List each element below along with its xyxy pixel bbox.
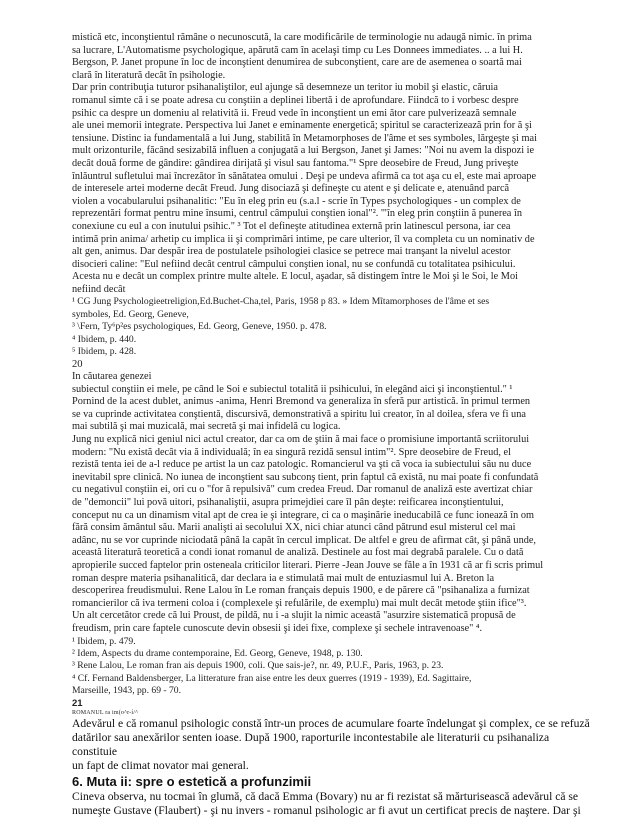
text-line: sa lucrare, L'Automatisme psychologique, apărută cam în acelaşi timp cu Les Donnees immediates. .. a lui H. bbox=[72, 44, 523, 56]
text-line: clară în literatură decât în psihologie. bbox=[72, 69, 226, 81]
text-line: apropierile succed faptelor prin osteneala criticilor literari. Pierre -Jean Jouve se făle a în 1931 că ar fi scris primul bbox=[72, 560, 544, 571]
text-line: datărilor sau anexărilor senten ioase. După 1900, raporturile incontestabile ale literaturii cu psihanaliza constituie bbox=[72, 730, 550, 758]
paragraph-bovary bbox=[72, 790, 594, 818]
text-line: decât două forme de gândire: gândirea dirijată şi visul sau fantoma."¹ Spre deosebire de Freud, Jung priveşte bbox=[72, 157, 519, 169]
paragraph-conclusion bbox=[72, 717, 594, 773]
text-line: freudism, prin care faptele cunoscute devin obsesii şi idei fixe, complexe şi sechele intravenoase" ⁴. bbox=[72, 622, 483, 634]
footnotes-page-21 bbox=[72, 636, 594, 698]
text-line: tensiune. Distinc ia fundamentală a lui Jung, stabilită în Metamorphoses de l'âme et ses symboles, lărgeşte şi mai bbox=[72, 132, 537, 144]
section-heading: 6. Muta ii: spre o estetică a profunzimii bbox=[72, 773, 312, 789]
running-header: ROMANUL ra im(o^r-í/^ bbox=[72, 709, 139, 716]
page-number: 21 bbox=[72, 697, 83, 709]
text-line: nefiind decât bbox=[72, 283, 126, 295]
text-line: Bergson, P. Janet propune în loc de inconştient denumirea de subconştient, care are de asemenea o soartă mai bbox=[72, 57, 522, 69]
text-line: Jung nu explică nici geniul nici actul creator, dar ca om de ştiin ă mai face o promisiune importantă scriitorului bbox=[72, 434, 530, 446]
text-line: Cineva observa, nu tocmai în glumă, că dacă Emma (Bovary) nu ar fi rezistat să mărturisească adevărul că se bbox=[72, 789, 579, 803]
document-page bbox=[72, 32, 594, 818]
text-line: intimă prin anima/ arhetip cu implica ii şi comprimări intime, pe care ulterior, îl va completa cu un nominativ de bbox=[72, 233, 535, 245]
footnote: ⁴ Ibidem, p. 440. bbox=[72, 333, 137, 345]
text-line: se va cuprinde activitatea conştientă, discursivă, demonstrativă a spiritu lui creator, în al doilea, sfera ve fi una bbox=[72, 408, 526, 420]
text-line: violen a vocabularului psihanalitic: "Eu în eleg prin eu (s.a.l - scrie în Types psychologiques - un complex de bbox=[72, 195, 521, 207]
footnote: Marseille, 1943, pp. 69 - 70. bbox=[72, 685, 181, 697]
text-line: numeşte Gustave (Flaubert) - şi nu invers - romanul psihologic ar fi avut un certificat precis de naştere. Dar şi bbox=[72, 803, 581, 817]
text-line: In căutarea genezei bbox=[72, 371, 152, 383]
text-line: Un alt cercetător crede că lui Proust, de pildă, nu i -a slujit la nimic această "asurzire sistematică propusă de bbox=[72, 610, 516, 622]
footnote: symboles, Ed. Georg, Geneve, bbox=[72, 308, 189, 320]
text-line: Adevărul e că romanul psihologic constă într-un proces de acumulare foarte îndelungat şi complex, ce se refuză bbox=[72, 716, 590, 730]
text-line: psihic ca despre un domeniu al relativită ii. Freud vede în inconştient un emi ător care pulverizează semnale bbox=[72, 107, 517, 119]
text-line: mult orizonturile, făcând sesizabilă influen a conjugată a lui Bergson, Janet şi James: "Noi nu avem la dispozi ie bbox=[72, 145, 535, 157]
text-line: inevitabil spre clinică. No iunea de inconştient sau subconş tient, prin faptul că există, nu mai poate fi confundată bbox=[72, 471, 539, 483]
text-line: conexiune cu eul a con inutului psihic." ³ Tot el defineşte atitudinea externă prin latinescul persona, iar cea bbox=[72, 220, 511, 232]
text-line: ale unei memorii integrate. Perspectiva lui Janet e eminamente energetică; spiritul se caracterizează prin for ă şi bbox=[72, 120, 532, 132]
text-line: Pornind de la acest dublet, animus -anima, Henri Bremond va generaliza în sferă pur artistică. în primul termen bbox=[72, 396, 531, 408]
footnote: ¹ Ibidem, p. 479. bbox=[72, 635, 136, 647]
text-line: alt gen, animus. Dar despăr irea de postulatele psihologiei clasice se petrece mai tranşant la nivelul acestor bbox=[72, 246, 511, 258]
page-number: 20 bbox=[72, 358, 83, 370]
footnote: ³ \Fern, Ty⁶p²es psychologiques, Ed. Georg, Geneve, 1950. p. 478. bbox=[72, 321, 327, 333]
text-line: Acesta nu e decât un complex printre multe altele. E locul, aşadar, să distingem între le Moi şi le Soi, le Moi bbox=[72, 271, 518, 283]
text-line: mai subtilă şi mai muzicală, mai secretă şi mai infidelă cu logica. bbox=[72, 421, 341, 433]
text-line: un fapt de climat novator mai general. bbox=[72, 758, 249, 772]
footnote: ³ Rene Lalou, Le roman fran ais depuis 1900, coli. Que sais-je?, nr. 49, P.U.F., Paris, 1963, p. 23. bbox=[72, 660, 444, 672]
paragraph-bremond-jung bbox=[72, 371, 594, 635]
text-line: descoperirea freudismului. Rene Lalou în Le roman français depuis 1900, e de părere că "psihanaliza a furnizat bbox=[72, 585, 530, 597]
text-line: de "demoncii" lui povă uitori, psihanaliştii, asupra primejdiei care îl pân deşte: reificarea inconştientului, bbox=[72, 497, 504, 509]
text-line: romanul simte că i se poate adresa cu conştiin a deplinei libertă i de aprofundare. Fiindcă to i vorbesc despre bbox=[72, 94, 519, 106]
text-line: subiectul conştiin ei mele, pe când le Soi e subiectul totalită ii psihicului, în elegând aici şi inconştientul." ¹ bbox=[72, 383, 513, 395]
text-line: această literatură teoretică a condi ionat romanul de analiză. Destinele au fost mai degrabă paralele. Cu o dată bbox=[72, 547, 524, 559]
footnote: ¹ CG Jung Psychologieetreligion,Ed.Buchet-Cha,tel, Paris, 1958 p 83. » Idem Mĩtamorphoses de l'âme et ses bbox=[72, 296, 490, 308]
text-line: de interesele artei moderne decât Freud. Jung disociază şi defineşte cu atent e şi delicate e, atenuând parcă bbox=[72, 183, 510, 195]
footnotes-page-20 bbox=[72, 296, 594, 358]
text-line: rezistă tenta iei de a-l reduce pe artist la un caz patologic. Romancierul va şti că voca ia subiectului său nu duce bbox=[72, 459, 532, 471]
text-line: reprezentări format pentru mine însumi, centrul câmpului conştien ional"². '"în eleg prin conştiin ă punerea în bbox=[72, 208, 522, 220]
text-line: roman despre materia psihanalitică, dar declara ia e stimulată mai mult de entuziasmul lui A. Breton la bbox=[72, 572, 495, 584]
text-line: adânc, nu se vor cuprinde niciodată până la capăt în cercul implicat. De altfel e greu de afirmat cât, şi până unde, bbox=[72, 534, 537, 546]
text-line: disocieri caline: "Eul nefiind decât centrul câmpului conştien ional, nu se confundă cu totalitatea psihicului. bbox=[72, 258, 516, 270]
text-line: modern: "Nu există decât via ă individuală; în ea singură rezidă sensul intim"². Spre deosebire de Freud, el bbox=[72, 446, 511, 458]
text-line: conceput nu ca un dinamism vital apt de crea ie şi integrare, ci ca o maşinărie ineducabilă ce func ionează în om bbox=[72, 509, 535, 521]
text-line: fără consim ământul său. Marii analişti ai secolului XX, nici chiar atunci când pătrund esul misterul cel mai bbox=[72, 522, 516, 534]
footnote: ⁴ Cf. Fernand Baldensberger, La litterature fran aise entre les deux guerres (1919 - 1939), Ed. Sagittaire, bbox=[72, 672, 472, 684]
footnote: ⁵ Ibidem, p. 428. bbox=[72, 346, 137, 358]
footnote: ² Idem, Aspects du drame contemporaine, Ed. Georg, Geneve, 1948, p. 130. bbox=[72, 647, 363, 659]
paragraph-jung-freud bbox=[72, 32, 594, 296]
text-line: înlăuntrul sufletului mai încrezător în sănătatea omului . Deşi pe undeva afirmă ca tot aşa cu el, este mai aproape bbox=[72, 170, 537, 182]
text-line: cu negativul conştiin ei, ori cu o "for ă repulsivă" cum credea Freud. Dar romanul de analiză este avertizat chiar bbox=[72, 484, 533, 496]
text-line: romancierilor că iva termeni coloa i (complexele şi refulările, de exemplu) mai mult decât metode ştiin ifice"³. bbox=[72, 597, 527, 609]
text-line: Dar prin contribuţia tuturor psihanaliştilor, eul ajunge să desemneze un teritor iu mobil şi elastic, căruia bbox=[72, 82, 498, 94]
text-line: mistică etc, inconştientul rămâne o necunoscută, la care modificările de terminologie nu adaugă nimic. în prima bbox=[72, 32, 532, 43]
